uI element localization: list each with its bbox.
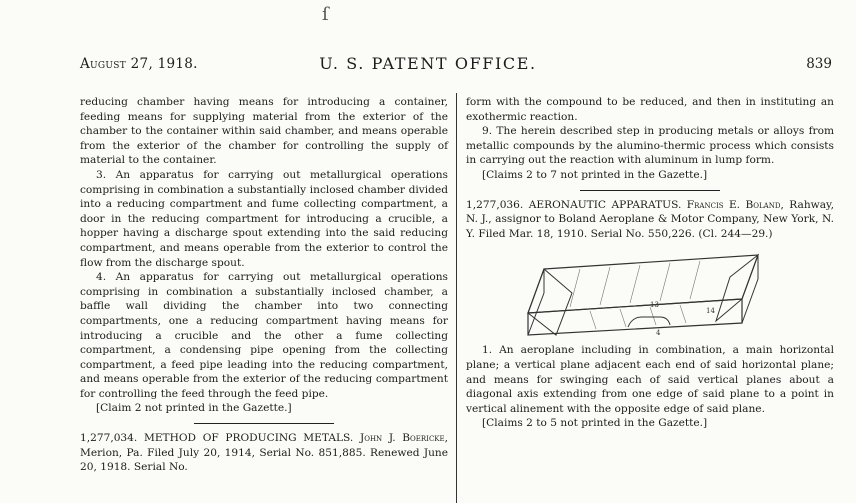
gazette-note: [Claims 2 to 5 not printed in the Gazette.] — [482, 417, 708, 430]
patent-details: Merion, Pa. Filed July 20, 1914, Serial No. 851,885. Renewed June 20, 1918. Serial No. — [80, 446, 448, 474]
claim-paragraph: form with the compound to be reduced, and then in instituting an exothermic reaction. — [466, 96, 834, 123]
gazette-note: [Claim 2 not printed in the Gazette.] — [96, 402, 292, 415]
claim-paragraph: 1. An aeroplane including in combination, a main horizontal plane; a vertical plane adjacent each end of said horizontal plane; and means for swinging each of said vertical planes about a diagonal axis extending from one edge of said plane to a point in vertical alinement with the opposite edge of said plane. — [466, 344, 834, 415]
page-number: 839 — [806, 56, 832, 72]
page-header — [0, 54, 856, 76]
patent-inventor: Francis E. Boland, — [686, 198, 784, 211]
figure-label: 13 — [650, 301, 659, 310]
end-plane-right — [716, 255, 758, 321]
page-title: U. S. PATENT OFFICE. — [319, 54, 537, 73]
section-rule — [194, 423, 334, 424]
main-plane-top — [528, 255, 758, 316]
main-plane-front — [528, 299, 742, 338]
edge-line — [742, 279, 758, 323]
right-column — [466, 95, 834, 431]
aeroplane-drawing — [510, 249, 770, 337]
patent-title: METHOD OF PRODUCING METALS. — [143, 432, 354, 445]
patent-entry — [80, 431, 448, 475]
patent-figure — [510, 249, 770, 337]
claim-paragraph: 9. The herein described step in producing metals or alloys from metallic compounds by the alumino-thermic process which consists in carrying out the reaction with aluminum in lump form. — [466, 125, 834, 167]
claim-paragraph: reducing chamber having means for introducing a container, feeding means for supplying material from the exterior of the chamber to the container within said chamber, and means operable from the exterior of the chamber for controlling the supply of material to the container. — [80, 96, 448, 167]
figure-label: 14 — [706, 307, 715, 316]
header-date: August 27, 1918. — [80, 56, 198, 72]
claim-paragraph: 3. An apparatus for carrying out metallurgical operations comprising in combination a substantially inclosed chamber divided into a reducing compartment and fume collecting compartment, a door in the reducing compartment for introducing a crucible, a hopper having a discharge spout extending into the said reducing compartment, and means operable from the exterior to control the flow from the discharge spout. — [80, 168, 448, 269]
patent-inventor: John J. Boericke, — [359, 432, 449, 445]
patent-number: 1,277,034. — [80, 432, 138, 445]
column-divider — [456, 93, 457, 503]
top-mark: ſ — [322, 4, 329, 25]
edge-line — [528, 293, 544, 335]
patent-details: Rahway, N. J., assignor to Boland Aeroplane & Motor Company, New York, N. Y. Filed Mar. 18, 1910. Serial No. 550,226. (Cl. 244—29.) — [466, 198, 834, 240]
patent-entry — [466, 198, 834, 242]
section-rule — [580, 190, 720, 191]
gazette-note: [Claims 2 to 7 not printed in the Gazette.] — [482, 168, 708, 181]
figure-label: 4 — [656, 329, 661, 338]
patent-number: 1,277,036. — [466, 198, 524, 211]
left-column — [80, 95, 448, 475]
patent-title: AERONAUTIC APPARATUS. — [528, 198, 682, 211]
end-plane-left — [528, 269, 572, 335]
claim-paragraph: 4. An apparatus for carrying out metallurgical operations comprising in combination a substantially inclosed chamber, a baffle wall dividing the chamber into two connecting compartments, one a reducing compartment having means for introducing a crucible and the other a fume collecting compartment, a condensing pipe opening from the collecting compartment, a feed pipe leading into the reducing compartment, and means operable from the exterior of the reducing compartment for controlling the feed through the feed pipe. — [80, 271, 448, 400]
nacelle — [628, 317, 670, 327]
